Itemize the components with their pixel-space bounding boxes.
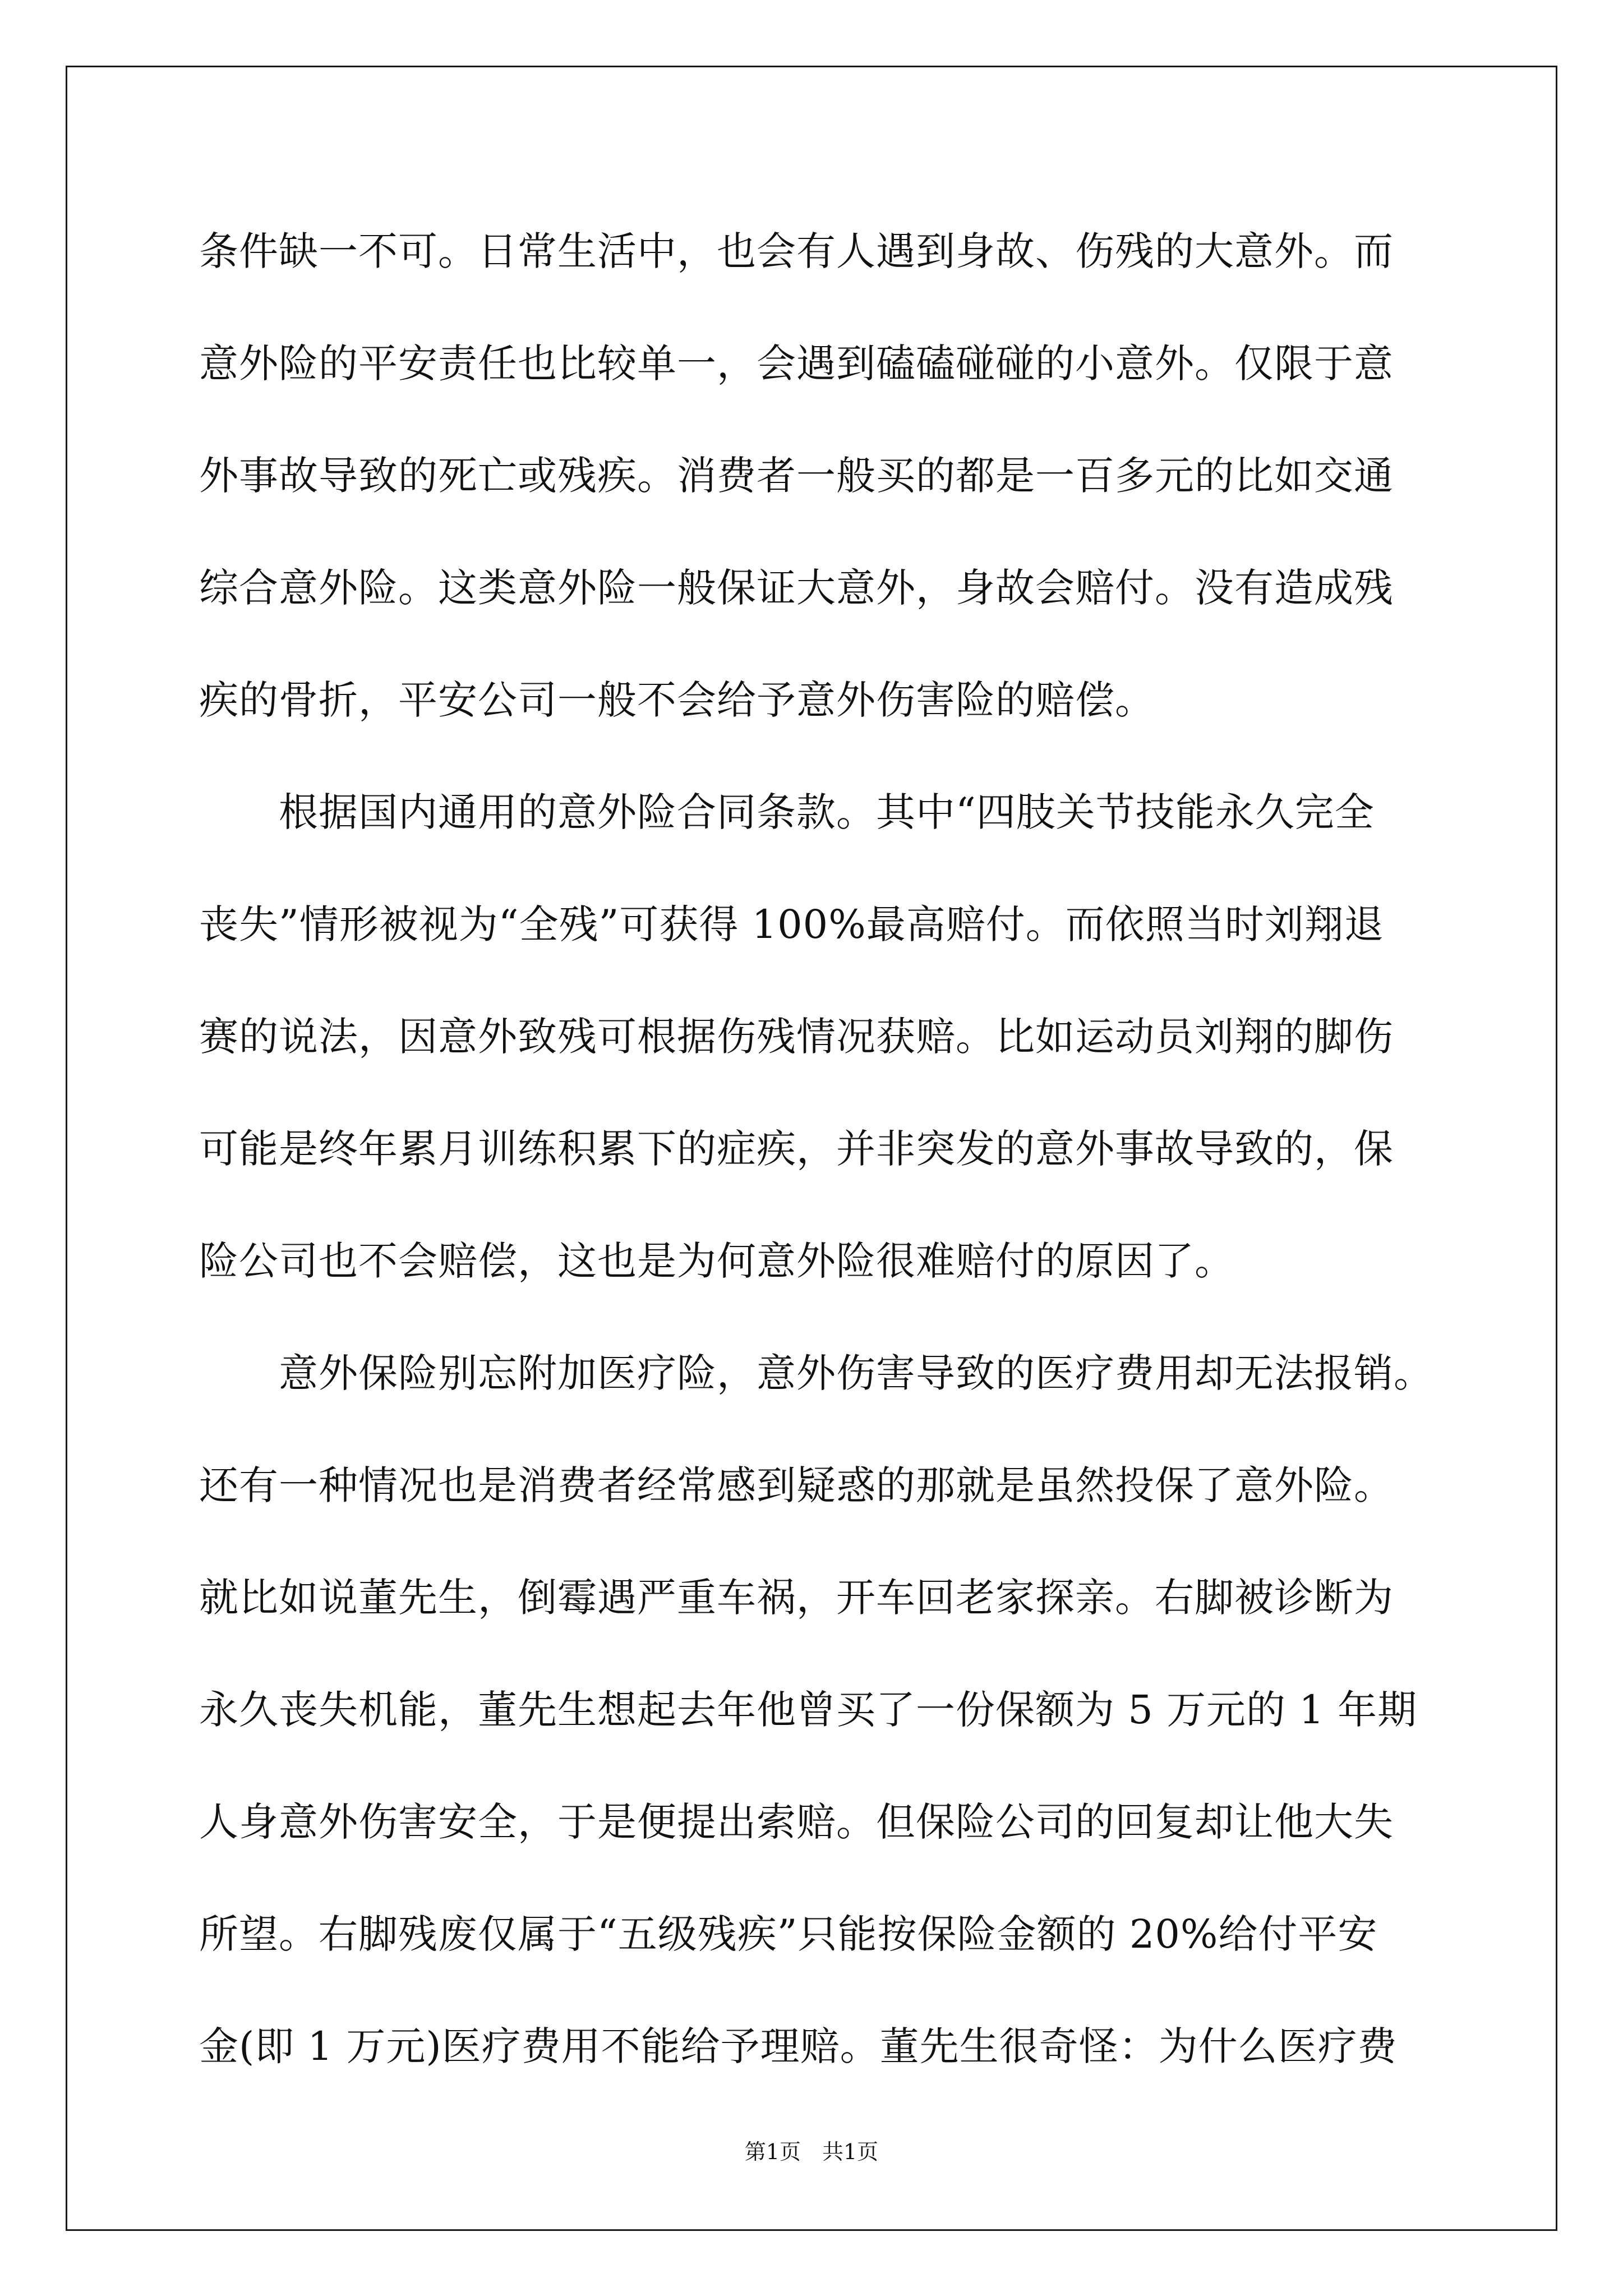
text-line: 就比如说董先生，倒霉遇严重车祸，开车回老家探亲。右脚被诊断为: [199, 1575, 1394, 1621]
text-line: 还有一种情况也是消费者经常感到疑惑的那就是虽然投保了意外险。: [199, 1462, 1394, 1508]
text-line: 险公司也不会赔偿，这也是为何意外险很难赔付的原因了。: [199, 1238, 1234, 1284]
text-line: 可能是终年累月训练积累下的症疾，并非突发的意外事故导致的，保: [199, 1126, 1394, 1172]
text-line: 疾的骨折，平安公司一般不会给予意外伤害险的赔偿。: [199, 677, 1155, 723]
text-line: 永久丧失机能，董先生想起去年他曾买了一份保额为 5 万元的 1 年期: [199, 1687, 1418, 1733]
text-line: 意外险的平安责任也比较单一，会遇到磕磕碰碰的小意外。仅限于意: [199, 341, 1394, 386]
text-line: 外事故导致的死亡或残疾。消费者一般买的都是一百多元的比如交通: [199, 453, 1394, 499]
text-line: 条件缺一不可。日常生活中，也会有人遇到身故、伤残的大意外。而: [199, 228, 1394, 274]
page-footer: 第1页 共1页: [744, 2139, 879, 2164]
text-line: 丧失”情形被视为“全残”可获得 100%最高赔付。而依照当时刘翔退: [199, 901, 1384, 947]
text-line: 根据国内通用的意外险合同条款。其中“四肢关节技能永久完全: [199, 789, 1375, 835]
text-line: 所望。右脚残废仅属于“五级残疾”只能按保险金额的 20%给付平安: [199, 1911, 1378, 1957]
text-line: 综合意外险。这类意外险一般保证大意外，身故会赔付。没有造成残: [199, 565, 1394, 611]
text-line: 人身意外伤害安全，于是便提出索赔。但保险公司的回复却让他大失: [199, 1799, 1394, 1845]
text-line: 金(即 1 万元)医疗费用不能给予理赔。董先生很奇怪：为什么医疗费: [199, 2023, 1398, 2069]
text-line: 赛的说法，因意外致残可根据伤残情况获赔。比如运动员刘翔的脚伤: [199, 1014, 1394, 1060]
text-line: 意外保险别忘附加医疗险，意外伤害导致的医疗费用却无法报销。: [199, 1350, 1433, 1396]
